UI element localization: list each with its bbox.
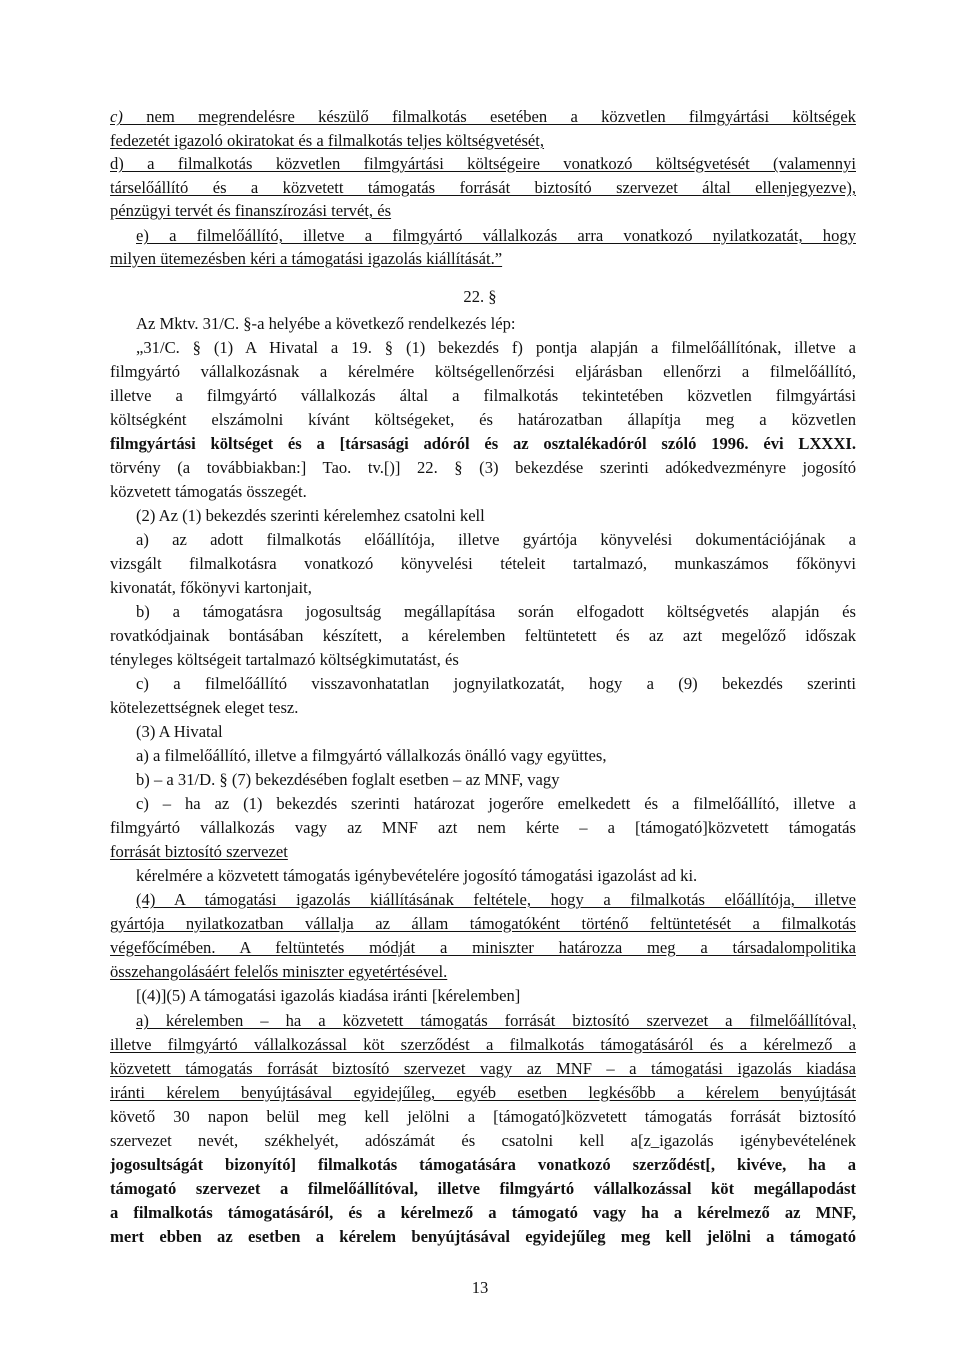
text-line: [(4)](5) A támogatási igazolás kiadása iránti [kérelemben] [136,986,521,1005]
text-line: d) a filmalkotás közvetlen filmgyártási költségeire vonatkozó költségvetését (valamennyi [110,154,856,173]
text-line: a) a filmelőállító, illetve a filmgyártó vállalkozás önálló vagy együttes, [136,746,607,765]
text-line: tényleges költségeit tartalmazó költségkimutatást, és [110,650,459,669]
text-line: fedezetét igazoló okiratokat és a filmalkotás teljes költségvetését, [110,131,545,150]
text-line: vizsgált filmalkotásra vonatkozó könyvelési tételeit tartalmazó, munkaszámos főkönyvi [110,554,856,573]
text-line: támogató szervezet a filmelőállítóval, illetve filmgyártó vállalkozással köt megállapodást [110,1179,856,1198]
text-line: (4) A támogatási igazolás kiállításának feltétele, hogy a filmalkotás előállítója, illetve [136,890,856,909]
text-line: c) a filmelőállító visszavonhatatlan jognyilatkozatát, hogy a (9) bekezdés szerinti [136,674,856,693]
text-line: kivonatát, főkönyvi kartonjait, [110,578,312,597]
text-line: szervezet nevét, székhelyét, adószámát és csatolni kell a[z_igazolás igénybevételének [110,1131,856,1150]
text-line: kérelmére a közvetett támogatás igénybevételére jogosító támogatási igazolást ad ki. [136,866,698,885]
text-line: rovatkódjainak bontásában készített, a kérelemben feltüntetett és az azt megelőző időszak [110,626,856,645]
page-number: 13 [471,1278,489,1297]
text-line: b) – a 31/D. § (7) bekezdésében foglalt esetben – az MNF, vagy [136,770,560,789]
text-line: filmgyártó vállalkozásnak a kérelmére költségellenőrzési eljárásban ellenőrzi a filmelőállító, [110,362,856,381]
text-line: (2) Az (1) bekezdés szerinti kérelemhez csatolni kell [136,506,485,525]
text-line: iránti kérelem benyújtásával egyidejűleg, egyéb esetben legkésőbb a kérelem benyújtását [110,1083,856,1102]
text-line: c) – ha az (1) bekezdés szerinti határozat jogerőre emelkedett és a filmelőállító, illetve a [136,794,856,813]
text-line: a) az adott filmalkotás előállítója, illetve gyártója könyvelési dokumentációjának a [136,530,856,549]
text-line: végefőcímében. A feltüntetés módját a miniszter határozza meg a társadalompolitika [110,938,856,957]
text-line: Az Mktv. 31/C. §-a helyébe a következő rendelkezés lép: [136,314,516,333]
text-line: gyártója nyilatkozatban vállalja az állam támogatóként történő feltüntetését a filmalkotás [110,914,856,933]
text-line: jogosultságát bizonyító] filmalkotás támogatására vonatkozó szerződést[, kivéve, ha a [110,1155,856,1174]
text-line: illetve a filmgyártó vállalkozás által a filmalkotás tekintetében közvetlen filmgyártási [110,386,856,405]
text-line: filmgyártási költséget és a [társasági adóról és az osztalékadóról szóló 1996. évi LXXXI. [110,434,856,453]
text-line: kötelezettségnek eleget tesz. [110,698,299,717]
text-line: mert ebben az esetben a kérelem benyújtásával egyidejűleg meg kell jelölni a támogató [110,1227,856,1246]
text-line: milyen ütemezésben kéri a támogatási igazolás kiállítását.” [110,249,503,268]
text-line: „31/C. § (1) A Hivatal a 19. § (1) bekezdés f) pontja alapján a filmelőállítónak, illetve a [136,338,856,357]
text-line: összehangolásáért felelős miniszter egyetértésével. [110,962,448,981]
text-line: illetve filmgyártó vállalkozással köt szerződést a filmalkotás támogatásáról és a kérelmező a [110,1035,856,1054]
text-line: közvetett támogatás forrását biztosító szervezet vagy az MNF – a támogatási igazolás kiadása [110,1059,856,1078]
text-line: filmgyártó vállalkozás vagy az MNF azt nem kérte – a [támogató]közvetett támogatás [110,818,856,837]
text-line: a filmalkotás támogatásáról, és a kérelmező a támogató vagy ha a kérelmező az MNF, [110,1203,856,1222]
text-line: c) nem megrendelésre készülő filmalkotás esetében a közvetlen filmgyártási költségek [110,107,856,126]
text-line: forrását biztosító szervezet [110,842,288,861]
text-line: költségként elszámolni kívánt költségeket, és határozatban állapítja meg a közvetlen [110,410,856,429]
text-line: törvény (a továbbiakban:] Tao. tv.[)] 22. § (3) bekezdése szerinti adókedvezményre jogosító [110,458,856,477]
text-line: (3) A Hivatal [136,722,223,741]
text-line: közvetett támogatás összegét. [110,482,307,501]
text-line: pénzügyi tervét és finanszírozási tervét, és [110,201,392,220]
text-line: a) kérelemben – ha a közvetett támogatás forrását biztosító szervezet a filmelőállítóval, [136,1011,856,1030]
text-line: b) a támogatásra jogosultság megállapítása során elfogadott költségvetés alapján és [136,602,856,621]
text-line: e) a filmelőállító, illetve a filmgyártó vállalkozás arra vonatkozó nyilatkozatát, hogy [136,226,856,245]
text-line: követő 30 napon belül meg kell jelölni a [támogató]közvetett támogatás forrását biztosító [110,1107,856,1126]
text-line: társelőállító és a közvetett támogatás forrását biztosító szervezet által ellenjegyezve), [110,178,856,197]
section-heading: 22. § [463,287,497,306]
